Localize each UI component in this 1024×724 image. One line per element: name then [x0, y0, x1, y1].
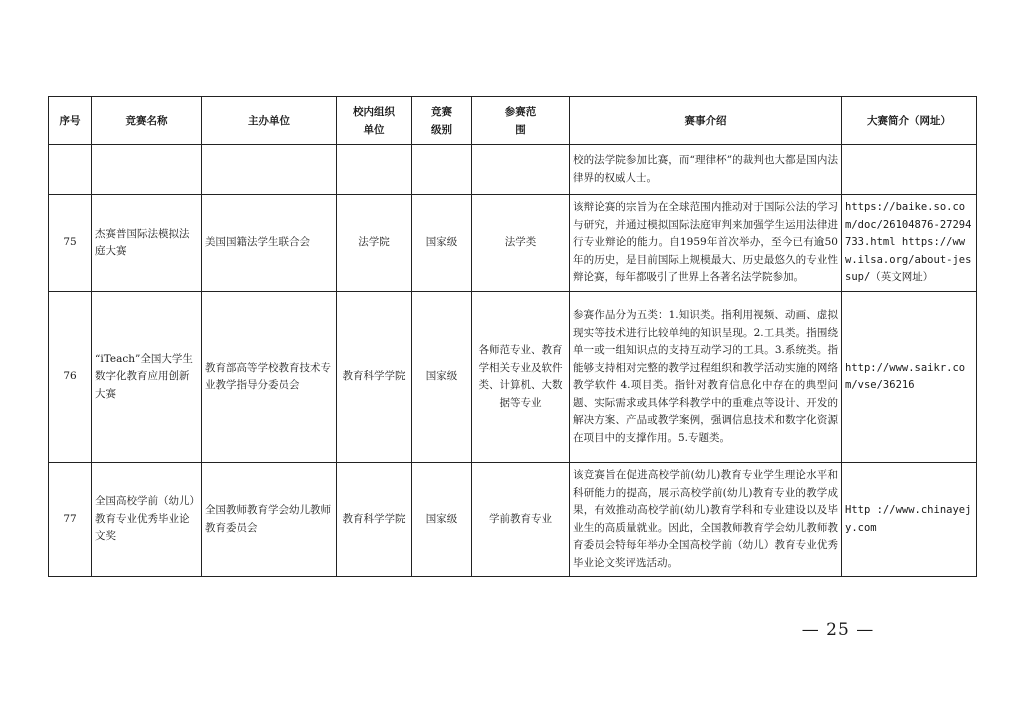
cell-organizer: 全国教师教育学会幼儿教师教育委员会 [202, 463, 337, 577]
cell-scope [472, 145, 570, 195]
cell-name [92, 145, 202, 195]
header-unit: 校内组织单位 [337, 97, 412, 145]
cell-intro: 该竞赛旨在促进高校学前(幼儿)教育专业学生理论水平和科研能力的提高，展示高校学前(幼儿)教育专业的教学成果，有效推动高校学前(幼儿)教育学科和专业建设以及毕业生的高质量就业。因此，全国教师教育学会幼儿教师教育委员会特每年举办全国高校学前（幼儿）教育专业优秀毕业论文奖评选活动。 [570, 463, 842, 577]
cell-name: 全国高校学前（幼儿）教育专业优秀毕业论文奖 [92, 463, 202, 577]
header-level: 竞赛级别 [412, 97, 472, 145]
cell-organizer: 教育部高等学校教育技术专业教学指导分委员会 [202, 292, 337, 463]
cell-no: 76 [49, 292, 92, 463]
header-scope: 参赛范围 [472, 97, 570, 145]
cell-intro: 该辩论赛的宗旨为在全球范围内推动对于国际公法的学习与研究，并通过模拟国际法庭审判来加强学生运用法律进行专业辩论的能力。自1959年首次举办，至今已有逾50年的历史，是目前国际上规模最大、历史最悠久的专业性辩论赛，每年都吸引了世界上各著名法学院参加。 [570, 195, 842, 292]
cell-url: https://baike.so.com/doc/26104876-27294733.html https://www.ilsa.org/about-jessup/（英文网址） [842, 195, 977, 292]
header-no: 序号 [49, 97, 92, 145]
cell-organizer [202, 145, 337, 195]
cell-no: 77 [49, 463, 92, 577]
page-number: — 25 — [801, 620, 875, 640]
header-name: 竞赛名称 [92, 97, 202, 145]
cell-unit: 法学院 [337, 195, 412, 292]
cell-level [412, 145, 472, 195]
header-url: 大赛简介（网址） [842, 97, 977, 145]
cell-level: 国家级 [412, 463, 472, 577]
cell-scope: 各师范专业、教育学相关专业及软件类、计算机、大数据等专业 [472, 292, 570, 463]
header-intro: 赛事介绍 [570, 97, 842, 145]
cell-level: 国家级 [412, 292, 472, 463]
cell-url: Http ://www.chinayejy.com [842, 463, 977, 577]
table-row [49, 292, 977, 463]
cell-url [842, 145, 977, 195]
cell-unit [337, 145, 412, 195]
cell-organizer: 美国国籍法学生联合会 [202, 195, 337, 292]
cell-unit: 教育科学学院 [337, 463, 412, 577]
cell-name: 杰赛普国际法模拟法庭大赛 [92, 195, 202, 292]
table-row [49, 463, 977, 577]
cell-scope: 法学类 [472, 195, 570, 292]
cell-no: 75 [49, 195, 92, 292]
competition-table [48, 96, 977, 577]
table-header-row [49, 97, 977, 145]
header-organizer: 主办单位 [202, 97, 337, 145]
cell-url: http://www.saikr.com/vse/36216 [842, 292, 977, 463]
cell-name: “iTeach”全国大学生数字化教育应用创新大赛 [92, 292, 202, 463]
cell-unit: 教育科学学院 [337, 292, 412, 463]
cell-no [49, 145, 92, 195]
cell-scope: 学前教育专业 [472, 463, 570, 577]
cell-level: 国家级 [412, 195, 472, 292]
cell-intro: 参赛作品分为五类：1.知识类。指利用视频、动画、虚拟现实等技术进行比较单纯的知识呈现。2.工具类。指围绕单一或一组知识点的支持互动学习的工具。3.系统类。指能够支持相对完整的教学过程组织和教学活动实施的网络教学软件 4.项目类。指针对教育信息化中存在的典型问题、实际需求或具体学科教学中的重难点等设计、开发的解决方案、产品或教学案例，强调信息技术和数字化资源在项目中的支撑作用。5.专题类。 [570, 292, 842, 463]
table-row [49, 145, 977, 195]
table-row [49, 195, 977, 292]
cell-intro: 校的法学院参加比赛，而“理律杯”的裁判也大都是国内法律界的权威人士。 [570, 145, 842, 195]
